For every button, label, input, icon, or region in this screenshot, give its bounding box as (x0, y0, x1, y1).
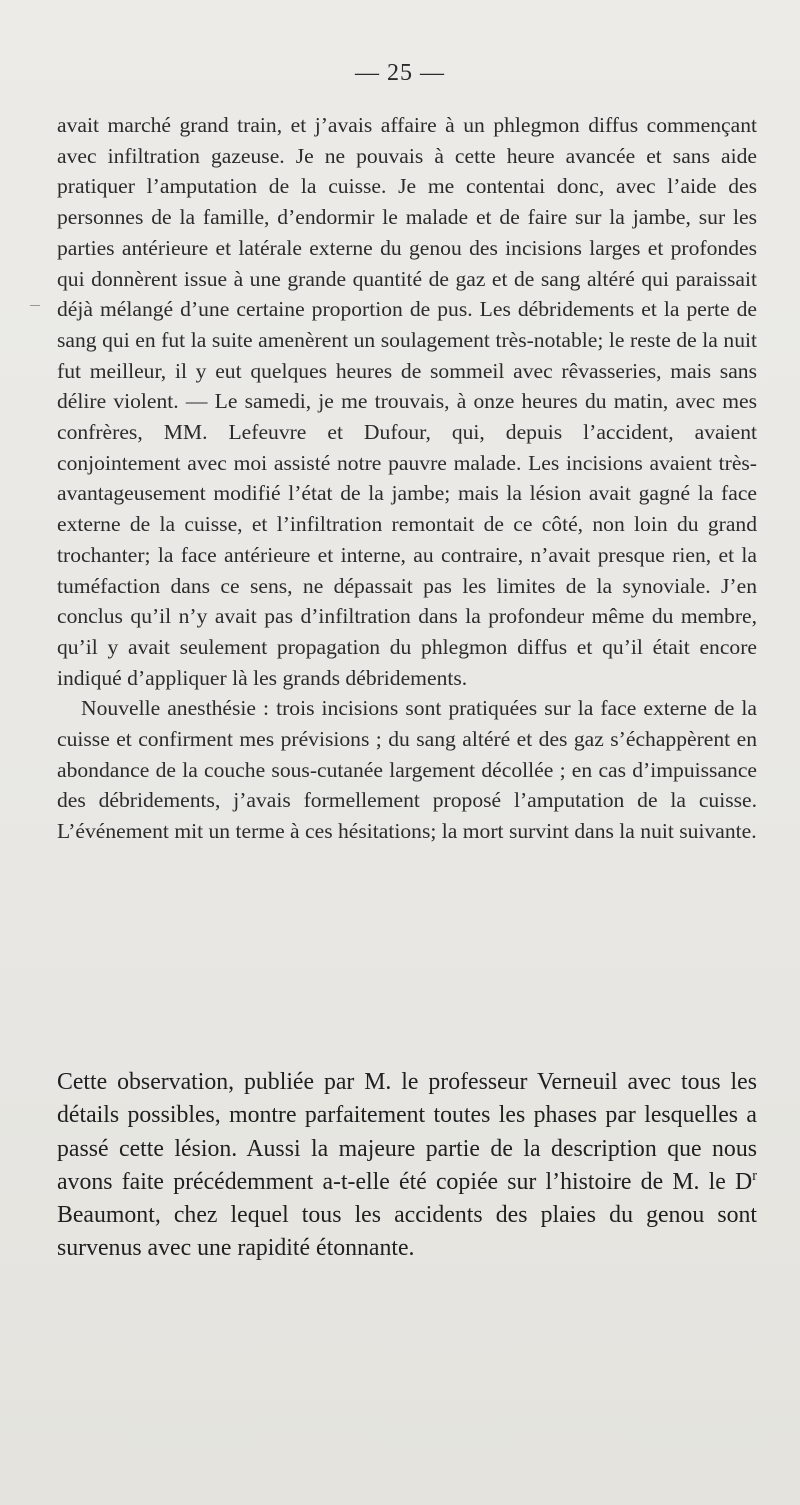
commentary-text-end: Beaumont, chez lequel tous les accidents des plaies du genou sont survenus avec une rapidité étonnante. (57, 1202, 757, 1262)
commentary (57, 1066, 757, 1266)
paragraph-commentary (57, 1066, 757, 1266)
case-narrative (57, 110, 757, 847)
page-number: — 25 — (355, 60, 445, 86)
doctor-abbrev-superscript: r (752, 1167, 757, 1184)
commentary-text-start: Cette observation, publiée par M. le professeur Verneuil avec tous les détails possibles, montre parfaitement toutes les phases par lesquelles a passé cette lésion. Aussi la majeure partie de la description que nous avons faite précédemment a-t-elle été copiée sur l’histoire de M. le D (57, 1069, 757, 1195)
paragraph-case-continuation: avait marché grand train, et j’avais affaire à un phlegmon diffus commençant avec infiltration gazeuse. Je ne pouvais à cette heure avancée et sans aide pratiquer l’amputation de la cuisse. Je me contentai donc, avec l’aide des personnes de la famille, d’endormir le malade et de faire sur la jambe, sur les parties antérieure et latérale externe du genou des incisions larges et profondes qui donnèrent issue à une grande quantité de gaz et de sang altéré qui paraissait déjà mélangé d’une certaine proportion de pus. Les débridements et la perte de sang qui en fut la suite amenèrent un soulagement très-notable; le reste de la nuit fut meilleur, il y eut quelques heures de sommeil avec rêvasseries, mais sans délire violent. — Le samedi, je me trouvais, à onze heures du matin, avec mes confrères, MM. Lefeuvre et Dufour, qui, depuis l’accident, avaient conjointement avec moi assisté notre pauvre malade. Les incisions avaient très-avantageusement modifié l’état de la jambe; mais la lésion avait gagné la face externe de la cuisse, et l’infiltration remontait de ce côté, non loin du grand trochanter; la face antérieure et interne, au contraire, n’avait presque rien, et la tuméfaction dans ce sens, ne dépassait pas les limites de la synoviale. J’en conclus qu’il n’y avait pas d’infiltration dans la profondeur même du membre, qu’il y avait seulement propagation du phlegmon diffus et qu’il était encore indiqué d’appliquer là les grands débridements. (57, 113, 757, 690)
paragraph-second-anesthesia: Nouvelle anesthésie : trois incisions sont pratiquées sur la face externe de la cuisse et confirment mes prévisions ; du sang altéré et des gaz s’échappèrent en abondance de la couche sous-cutanée largement décollée ; en cas d’impuissance des débridements, j’avais formellement proposé l’amputation de la cuisse. L’événement mit un terme à ces hésitations; la mort survint dans la nuit suivante. (57, 696, 757, 844)
margin-mark (30, 305, 40, 306)
